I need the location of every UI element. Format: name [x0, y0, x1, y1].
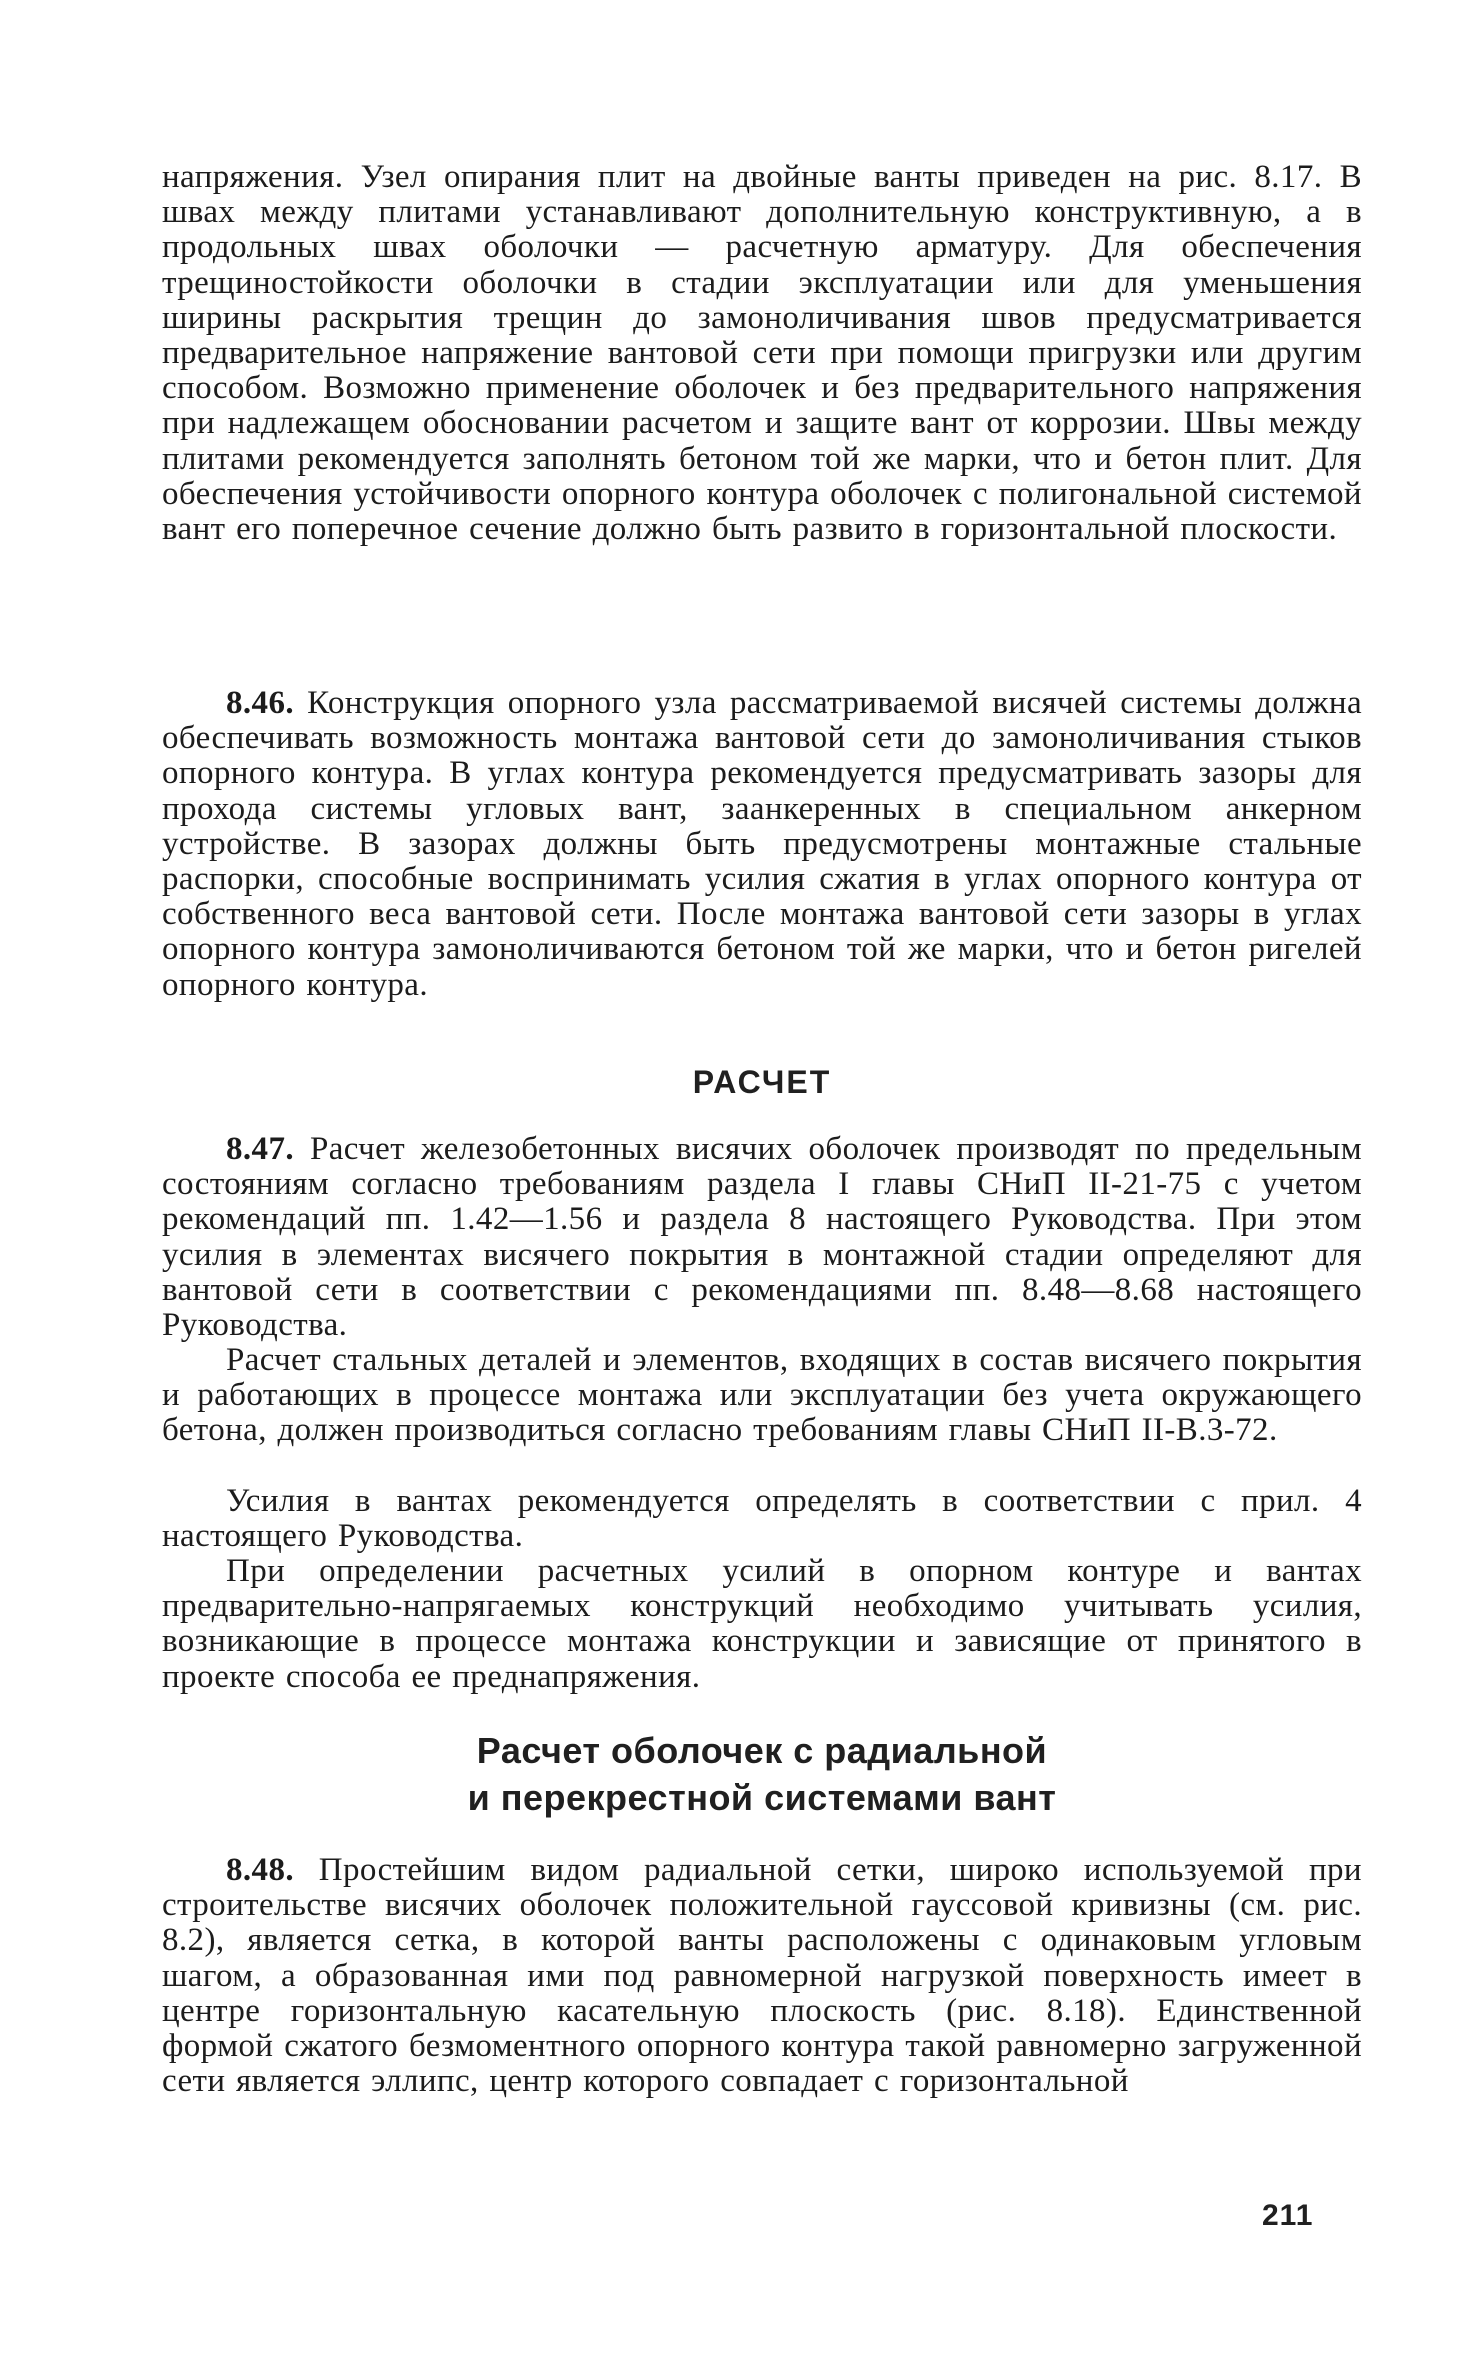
page-body — [162, 160, 1362, 2099]
section-heading: РАСЧЕТ — [692, 1064, 832, 1100]
paragraph-continuation: напряжения. Узел опирания плит на двойные ванты приведен на рис. 8.17. В швах между плитами устанавливают дополнительную конструктивную, а в продольных швах оболочки — расчетную арматуру. Для обеспечения трещиностойкости оболочки в стадии эксплуатации или для уменьшения ширины раскрытия трещин до замоноличивания швов предусматривается предварительное напряжение вантовой сети при помощи пригрузки или другим способом. Возможно применение оболочек и без предварительного напряжения при надлежащем обосновании расчетом и защите вант от коррозии. Швы между плитами рекомендуется заполнять бетоном той же марки, что и бетон плит. Для обеспечения устойчивости опорного контура оболочек с полигональной системой вант его поперечное сечение должно быть развито в горизонтальной плоскости. — [162, 159, 1362, 548]
clause-text: Расчет железобетонных висячих оболочек производят по предельным состояниям согласно требованиям раздела I главы СНиП II-21-75 с учетом рекомендаций пп. 1.42—1.56 и раздела 8 настоящего Руководства. При этом усилия в элементах висячего покрытия в монтажной стадии определяют для вантовой сети в соответствии с рекомендациями пп. 8.48—8.68 настоящего Руководства. — [162, 1131, 1362, 1344]
paragraph-8-48 — [162, 1853, 1362, 2099]
paragraph-cable-forces: Усилия в вантах рекомендуется определять в соответствии с прил. 4 настоящего Руководства. — [162, 1483, 1362, 1555]
paragraph-8-46 — [162, 686, 1362, 1002]
page-number: 211 — [1262, 2199, 1314, 2232]
spacer — [162, 1102, 1362, 1132]
clause-number: 8.46. — [226, 685, 294, 721]
subsection-heading-line2: и перекрестной системами вант — [467, 1777, 1057, 1818]
paragraph-design-forces: При определении расчетных усилий в опорном контуре и вантах предварительно-напрягаемых конструкций необходимо учитывать усилия, возникающие в процессе монтажа конструкции и зависящие от принятого в проекте способа ее преднапряжения. — [162, 1553, 1362, 1695]
spacer — [162, 1821, 1362, 1853]
spacer — [162, 1002, 1362, 1062]
clause-number: 8.48. — [226, 1852, 294, 1888]
subsection-heading-line1: Расчет оболочек с радиальной — [476, 1730, 1048, 1771]
paragraph-steel-details: Расчет стальных деталей и элементов, входящих в состав висячего покрытия и работающих в процессе монтажа или эксплуатации без учета окружающего бетона, должен производиться согласно требованиям главы СНиП II-В.3-72. — [162, 1342, 1362, 1449]
spacer — [162, 1695, 1362, 1727]
clause-text: Конструкция опорного узла рассматриваемой висячей системы должна обеспечивать возможность монтажа вантовой сети до замоноличивания стыков опорного контура. В углах контура рекомендуется предусматривать зазоры для прохода системы угловых вант, заанкеренных в специальном анкерном устройстве. В зазорах должны быть предусмотрены монтажные стальные распорки, способные воспринимать усилия сжатия в углах опорного контура от собственного веса вантовой сети. После монтажа вантовой сети зазоры в углах опорного контура замоноличиваются бетоном той же марки, что и бетон ригелей опорного контура. — [162, 685, 1362, 1003]
paragraph-8-47 — [162, 1132, 1362, 1343]
clause-text: Простейшим видом радиальной сетки, широко используемой при строительстве висячих оболочек положительной гауссовой кривизны (см. рис. 8.2), является сетка, в которой ванты расположены с одинаковым угловым шагом, а образованная ими под равномерной нагрузкой поверхность имеет в центре горизонтальную касательную плоскость (рис. 8.18). Единственной формой сжатого безмоментного опорного контура такой равномерно загруженной сети является эллипс, центр которого совпадает с горизонтальной — [162, 1852, 1362, 2100]
clause-number: 8.47. — [226, 1131, 294, 1167]
